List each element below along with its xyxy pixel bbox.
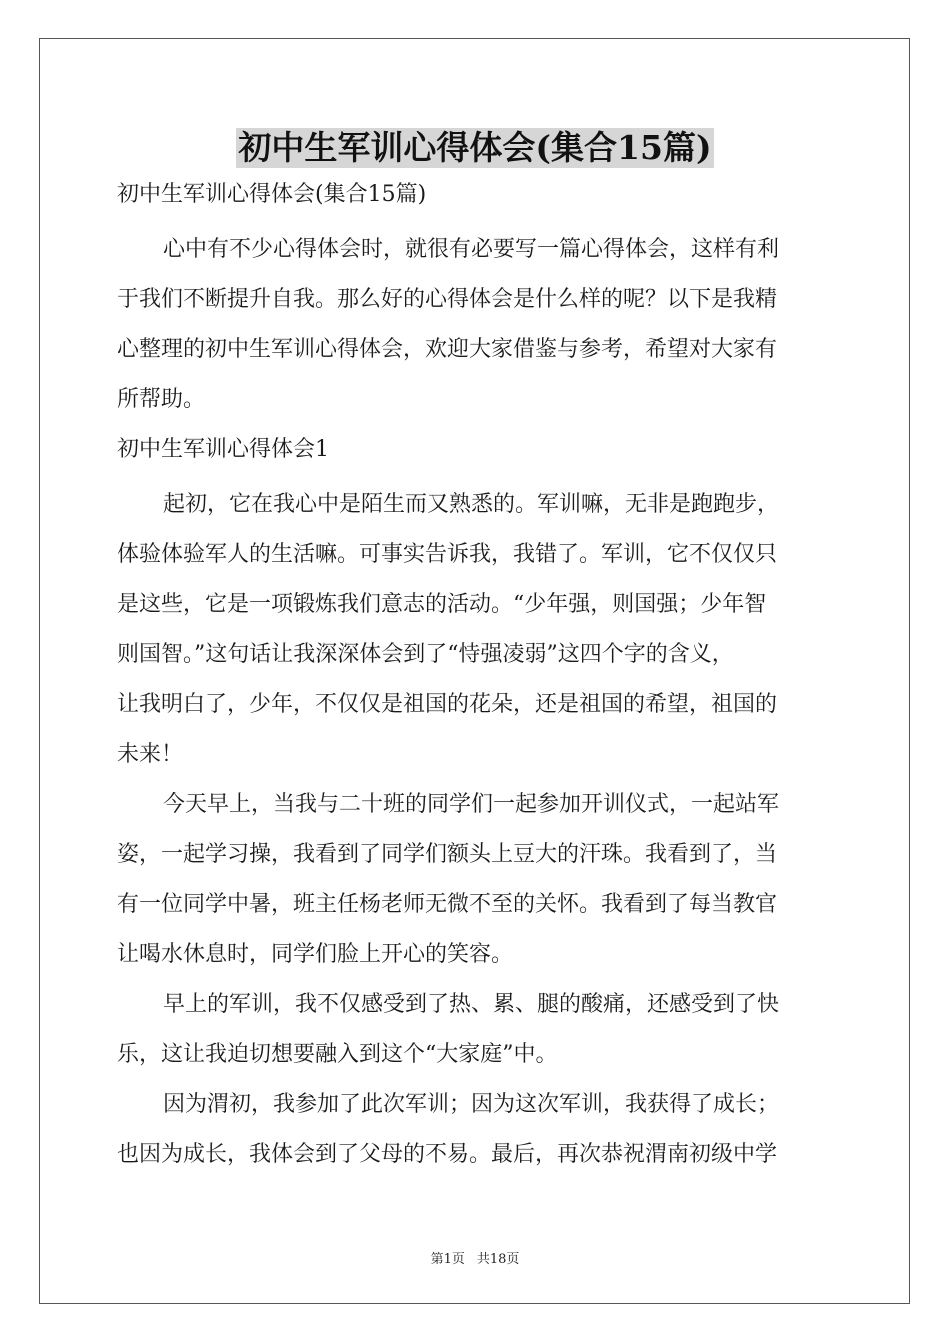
paragraph-line: 让我明白了，少年，不仅仅是祖国的花朵，还是祖国的希望，祖国的 (117, 692, 778, 717)
paragraph-line: 也因为成长，我体会到了父母的不易。最后，再次恭祝渭南初级中学 (117, 1142, 778, 1167)
paragraph-line: 有一位同学中暑，班主任杨老师无微不至的关怀。我看到了每当教官 (117, 892, 778, 917)
page-number-total: 共18页 (476, 1252, 520, 1267)
paragraph-line: 心中有不少心得体会时，就很有必要写一篇心得体会，这样有利 (163, 237, 780, 262)
paragraph-line: 所帮助。 (117, 387, 206, 412)
paragraph-line: 是这些，它是一项锻炼我们意志的活动。“少年强，则国强；少年智 (117, 592, 767, 617)
paragraph-line: 心整理的初中生军训心得体会，欢迎大家借鉴与参考，希望对大家有 (117, 337, 778, 362)
paragraph-line: 则国智。”这句话让我深深体会到了“恃强凌弱”这四个字的含义， (117, 642, 734, 667)
paragraph-line: 未来！ (117, 742, 184, 767)
document-body (117, 180, 833, 1190)
document-subtitle: 初中生军训心得体会(集合15篇) (117, 182, 427, 207)
document-title: 初中生军训心得体会(集合15篇) (238, 128, 712, 167)
page-footer (0, 1248, 950, 1267)
section-paragraph-3 (117, 990, 833, 1070)
title-container (0, 128, 950, 168)
section-paragraph-2 (117, 790, 833, 970)
intro-paragraph (117, 235, 833, 415)
paragraph-line: 早上的军训，我不仅感受到了热、累、腿的酸痛，还感受到了快 (163, 992, 780, 1017)
section-heading: 初中生军训心得体会1 (117, 437, 329, 462)
section-paragraph-4 (117, 1090, 833, 1170)
paragraph-line: 姿，一起学习操，我看到了同学们额头上豆大的汗珠。我看到了，当 (117, 842, 778, 867)
paragraph-line: 今天早上，当我与二十班的同学们一起参加开训仪式，一起站军 (163, 792, 780, 817)
paragraph-line: 起初，它在我心中是陌生而又熟悉的。军训嘛，无非是跑跑步， (163, 492, 780, 517)
section-paragraph-1 (117, 490, 833, 770)
paragraph-line: 因为渭初，我参加了此次军训；因为这次军训，我获得了成长； (163, 1092, 780, 1117)
paragraph-line: 于我们不断提升自我。那么好的心得体会是什么样的呢？以下是我精 (117, 287, 778, 312)
paragraph-line: 乐，这让我迫切想要融入到这个“大家庭”中。 (117, 1042, 558, 1067)
paragraph-line: 体验体验军人的生活嘛。可事实告诉我，我错了。军训，它不仅仅只 (117, 542, 778, 567)
page-number-current: 第1页 (430, 1252, 465, 1267)
paragraph-line: 让喝水休息时，同学们脸上开心的笑容。 (117, 942, 514, 967)
